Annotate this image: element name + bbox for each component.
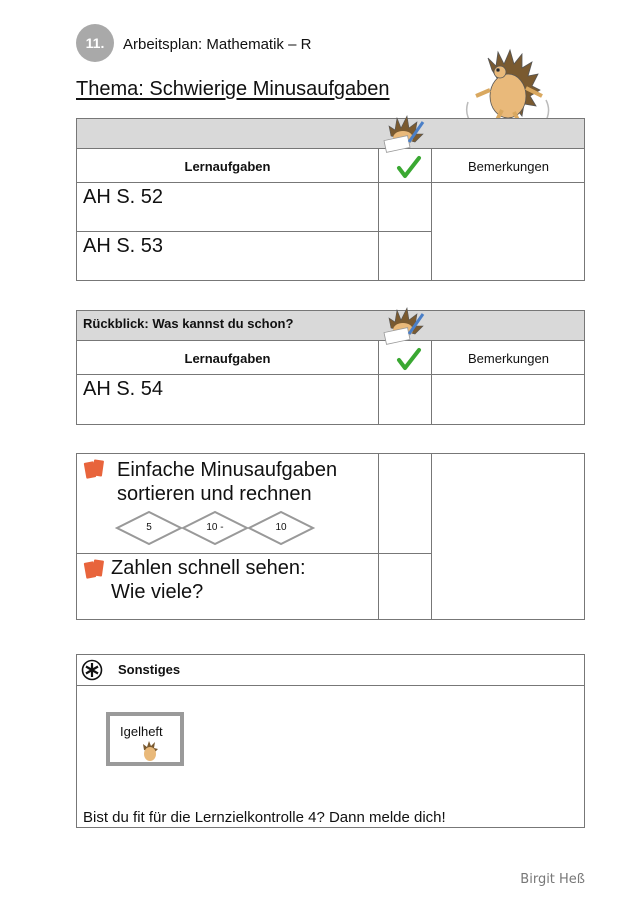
- section-title: Rückblick: Was kannst du schon?: [83, 316, 294, 331]
- section-card-tasks: [76, 453, 585, 620]
- hedgehog-pencil-icon: [383, 112, 429, 182]
- author-credit: Birgit Heß: [520, 872, 585, 887]
- hedgehog-small-icon: [140, 740, 160, 764]
- footer-note: Bist du fit für die Lernzielkontrolle 4? Dann melde dich!: [83, 809, 446, 826]
- check-icon: [399, 158, 419, 176]
- diamond-number: 10 -: [206, 522, 224, 533]
- diamond-number: 10: [275, 522, 287, 533]
- column-header-notes: Bemerkungen: [468, 159, 549, 174]
- hedgehog-pencil-icon: [383, 304, 429, 374]
- card-label: Igelheft: [120, 724, 163, 739]
- task-item: Zahlen schnell sehen: Wie viele?: [111, 557, 306, 603]
- section-header-bar: [77, 311, 584, 341]
- asterisk-circle-icon: [81, 659, 103, 681]
- section-title: Sonstiges: [118, 662, 181, 677]
- task-item: Einfache Minusaufgaben sortieren und rechnen: [117, 459, 338, 505]
- task-item: AH S. 52: [83, 186, 164, 208]
- column-header-tasks: Lernaufgaben: [184, 159, 271, 174]
- page-number-badge: 11.: [76, 24, 114, 62]
- section-header-bar: [77, 119, 584, 149]
- task-item: AH S. 54: [83, 378, 164, 400]
- section-review: [76, 310, 585, 425]
- diamond-number: 5: [146, 522, 152, 533]
- task-item: AH S. 53: [83, 235, 164, 257]
- igelheft-card: [106, 712, 184, 766]
- section-learning-tasks: [76, 118, 585, 281]
- card-stack-icon: [83, 458, 107, 480]
- header-title: Arbeitsplan: Mathematik – R: [123, 36, 312, 53]
- check-icon: [399, 350, 419, 368]
- card-stack-icon: [83, 558, 107, 580]
- column-header-notes: Bemerkungen: [468, 351, 549, 366]
- column-header-tasks: Lernaufgaben: [184, 351, 271, 366]
- page-title: Thema: Schwierige Minusaufgaben: [76, 78, 390, 100]
